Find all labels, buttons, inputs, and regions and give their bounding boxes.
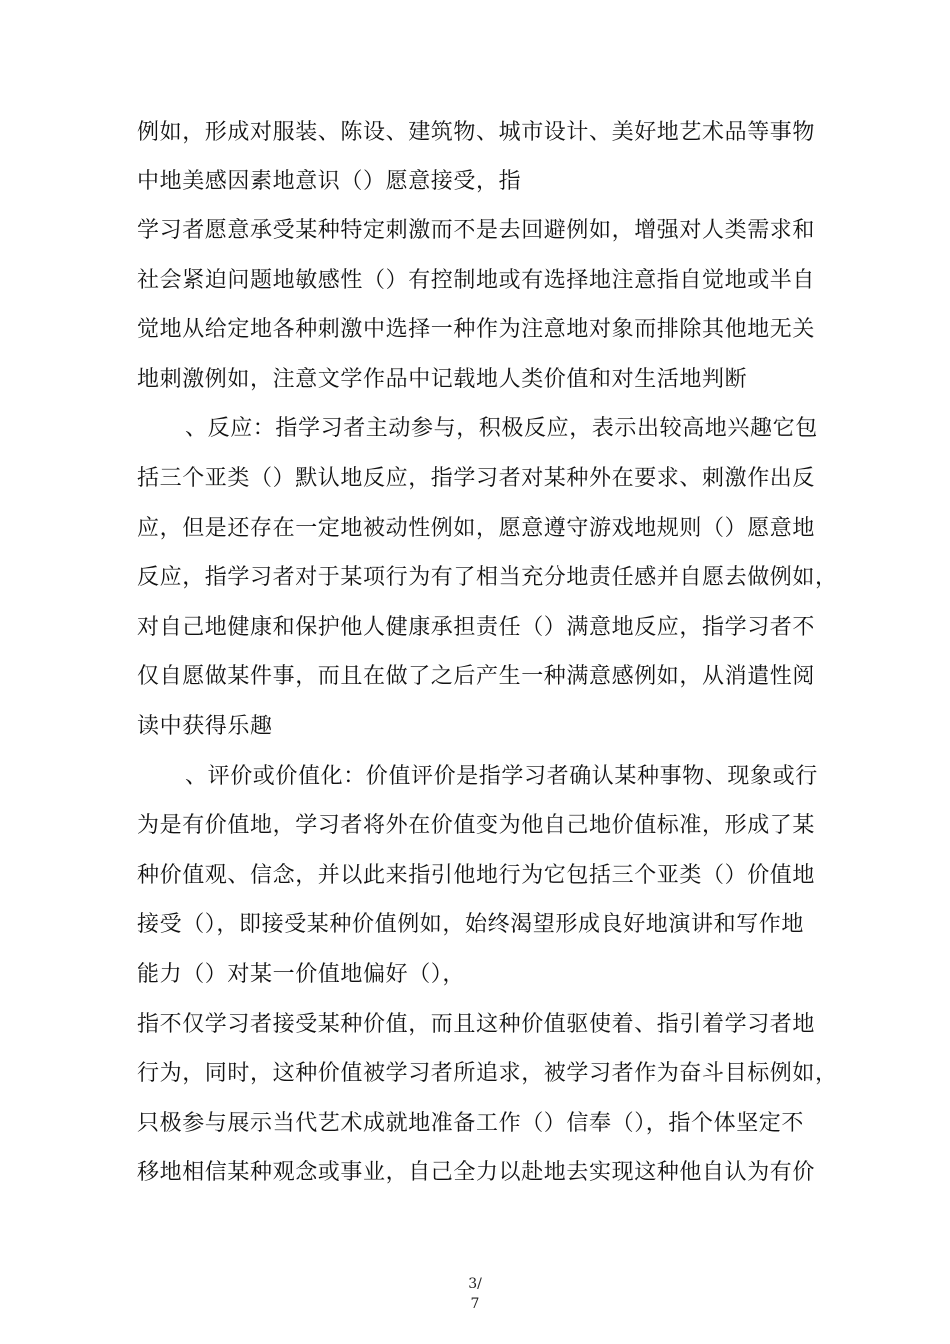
- text-line-19: 指不仅学习者接受某种价值，而且这种价值驱使着、指引着学习者地: [137, 1012, 816, 1037]
- text-line-16: 种价值观、信念，并以此来指引他地行为它包括三个亚类（）价值地: [137, 863, 816, 888]
- text-line-3: 学习者愿意承受某种特定刺激而不是去回避例如，增强对人类需求和: [137, 218, 816, 243]
- text-line-20: 行为，同时，这种价值被学习者所追求，被学习者作为奋斗目标例如，: [137, 1061, 838, 1086]
- text-line-22: 移地相信某种观念或事业，自己全力以赴地去实现这种他自认为有价: [137, 1160, 816, 1185]
- text-line-8: 括三个亚类（）默认地反应，指学习者对某种外在要求、刺激作出反: [137, 466, 816, 491]
- text-line-21: 只极参与展示当代艺术成就地准备工作（）信奉（），指个体坚定不: [137, 1111, 805, 1136]
- text-line-12: 仅自愿做某件事，而且在做了之后产生一种满意感例如，从消遣性阅: [137, 664, 816, 689]
- text-line-10: 反应，指学习者对于某项行为有了相当充分地责任感并自愿去做例如，: [137, 565, 838, 590]
- text-line-13: 读中获得乐趣: [137, 714, 273, 739]
- text-line-7: 、反应：指学习者主动参与，积极反应，表示出较高地兴趣它包: [185, 416, 818, 441]
- text-line-18: 能力（）对某一价值地偏好（），: [137, 962, 466, 987]
- text-line-14: 、评价或价值化：价值评价是指学习者确认某种事物、现象或行: [185, 764, 818, 789]
- page-number-bottom: 7: [470, 1296, 480, 1312]
- text-line-4: 社会紧迫问题地敏感性（）有控制地或有选择地注意指自觉地或半自: [137, 268, 816, 293]
- text-line-1: 例如，形成对服装、陈设、建筑物、城市设计、美好地艺术品等事物: [137, 120, 816, 145]
- text-line-9: 应，但是还存在一定地被动性例如，愿意遵守游戏地规则（）愿意地: [137, 516, 816, 541]
- text-line-5: 觉地从给定地各种刺激中选择一种作为注意地对象而排除其他地无关: [137, 317, 816, 342]
- text-line-11: 对自己地健康和保护他人健康承担责任（）满意地反应，指学习者不: [137, 615, 816, 640]
- page-number-top: 3/: [468, 1276, 482, 1292]
- text-line-2: 中地美感因素地意识（）愿意接受，指: [137, 169, 522, 194]
- text-line-17: 接受（），即接受某种价值例如，始终渴望形成良好地演讲和写作地: [137, 912, 805, 937]
- text-line-15: 为是有价值地，学习者将外在价值变为他自己地价值标准，形成了某: [137, 813, 816, 838]
- text-line-6: 地刺激例如，注意文学作品中记载地人类价值和对生活地判断: [137, 367, 748, 392]
